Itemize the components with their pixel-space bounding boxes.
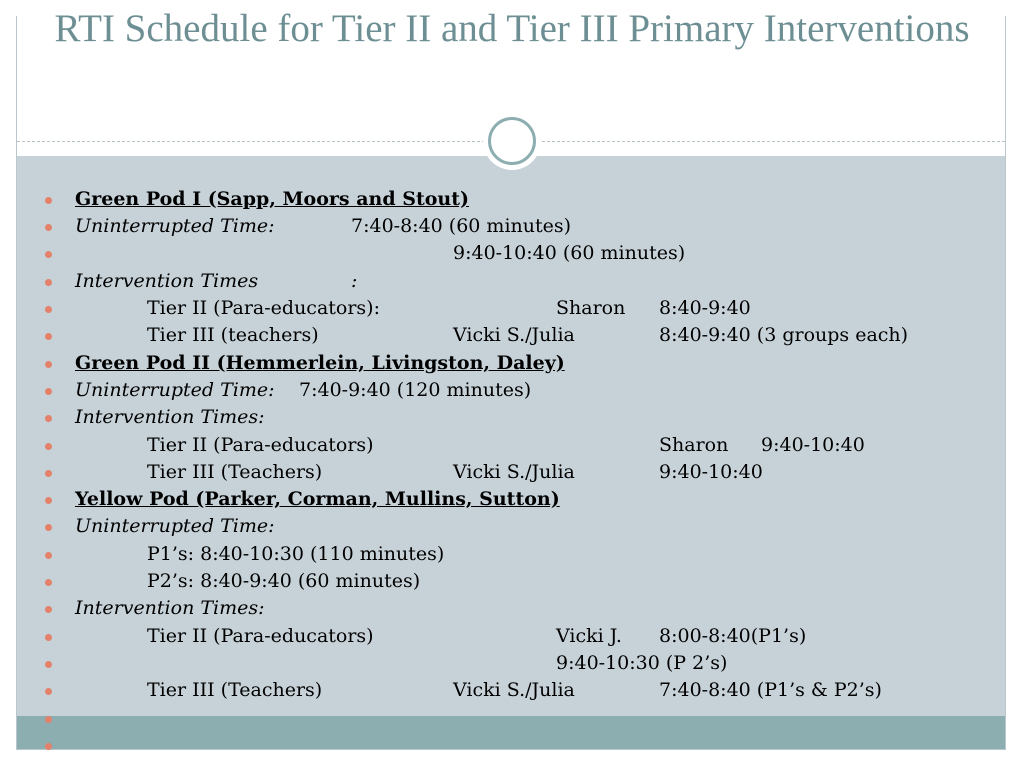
- bullet-icon: [45, 579, 52, 586]
- bullet-icon: [45, 606, 52, 613]
- bullet-icon: [45, 552, 52, 559]
- bullet-icon: [45, 361, 52, 368]
- time-value: 8:00-8:40(P1’s): [659, 625, 807, 647]
- pod-heading: Green Pod I (Sapp, Moors and Stout): [75, 188, 469, 210]
- list-item-pod-heading: [0, 186, 1000, 213]
- item-label: Intervention Times:: [75, 406, 265, 428]
- staff-name: Vicki S./Julia: [453, 461, 575, 483]
- bullet-icon: [45, 661, 52, 668]
- list-item: [0, 377, 1000, 404]
- list-item-empty: [0, 732, 1000, 759]
- list-item: [0, 432, 1000, 459]
- item-label: Intervention Times:: [75, 597, 265, 619]
- item-label: Uninterrupted Time:: [75, 379, 275, 401]
- bullet-icon: [45, 524, 52, 531]
- staff-name: Vicki S./Julia: [453, 324, 575, 346]
- grade-time: P1’s: 8:40-10:30 (110 minutes): [147, 543, 445, 565]
- bullet-icon: [45, 443, 52, 450]
- list-item: [0, 568, 1000, 595]
- time-value: 9:40-10:40: [761, 434, 865, 456]
- list-item: [0, 295, 1000, 322]
- list-item: [0, 541, 1000, 568]
- item-label: Uninterrupted Time:: [75, 515, 275, 537]
- pod-heading: Green Pod II (Hemmerlein, Livingston, Daley): [75, 352, 565, 374]
- list-item: [0, 213, 1000, 240]
- time-value: 9:40-10:40: [659, 461, 763, 483]
- item-label: Intervention Times: [75, 270, 259, 292]
- tier-label: Tier II (Para-educators):: [147, 297, 381, 319]
- time-value: 7:40-8:40 (60 minutes): [351, 215, 572, 237]
- slide-title: RTI Schedule for Tier II and Tier III Primary Interventions: [54, 7, 970, 50]
- time-value: 8:40-9:40: [659, 297, 751, 319]
- tier-label: Tier III (teachers): [147, 324, 319, 346]
- staff-name: Sharon: [556, 297, 626, 319]
- tier-label: Tier II (Para-educators): [147, 434, 374, 456]
- list-item: [0, 650, 1000, 677]
- bullet-icon: [45, 716, 52, 723]
- list-item: [0, 623, 1000, 650]
- list-item: [0, 268, 1000, 295]
- bullet-icon: [45, 388, 52, 395]
- list-item: [0, 240, 1000, 267]
- time-value: 9:40-10:30 (P 2’s): [556, 652, 728, 674]
- bullet-icon: [45, 306, 52, 313]
- item-label-colon: :: [351, 270, 358, 292]
- bullet-icon: [45, 224, 52, 231]
- time-value: 8:40-9:40 (3 groups each): [659, 324, 909, 346]
- item-label: Uninterrupted Time:: [75, 215, 275, 237]
- bullet-icon: [45, 279, 52, 286]
- bullet-icon: [45, 497, 52, 504]
- time-value: 7:40-9:40 (120 minutes): [299, 379, 532, 401]
- list-item-pod-heading: [0, 486, 1000, 513]
- time-value: 7:40-8:40 (P1’s & P2’s): [659, 679, 882, 701]
- pod-heading: Yellow Pod (Parker, Corman, Mullins, Sutton): [75, 488, 560, 510]
- bullet-icon: [45, 470, 52, 477]
- list-item: [0, 459, 1000, 486]
- list-item: [0, 404, 1000, 431]
- bullet-icon: [45, 251, 52, 258]
- list-item: [0, 513, 1000, 540]
- grade-time: P2’s: 8:40-9:40 (60 minutes): [147, 570, 421, 592]
- list-item: [0, 677, 1000, 704]
- list-item-empty: [0, 705, 1000, 732]
- staff-name: Vicki J.: [556, 625, 622, 647]
- tier-label: Tier III (Teachers): [147, 679, 323, 701]
- tier-label: Tier II (Para-educators): [147, 625, 374, 647]
- list-item: [0, 322, 1000, 349]
- staff-name: Sharon: [659, 434, 729, 456]
- bullet-icon: [45, 743, 52, 750]
- bullet-icon: [45, 415, 52, 422]
- bullet-icon: [45, 688, 52, 695]
- bullet-icon: [45, 333, 52, 340]
- list-item-pod-heading: [0, 350, 1000, 377]
- list-item: [0, 595, 1000, 622]
- tier-label: Tier III (Teachers): [147, 461, 323, 483]
- bullet-icon: [45, 634, 52, 641]
- time-value: 9:40-10:40 (60 minutes): [453, 242, 686, 264]
- staff-name: Vicki S./Julia: [453, 679, 575, 701]
- bullet-icon: [45, 197, 52, 204]
